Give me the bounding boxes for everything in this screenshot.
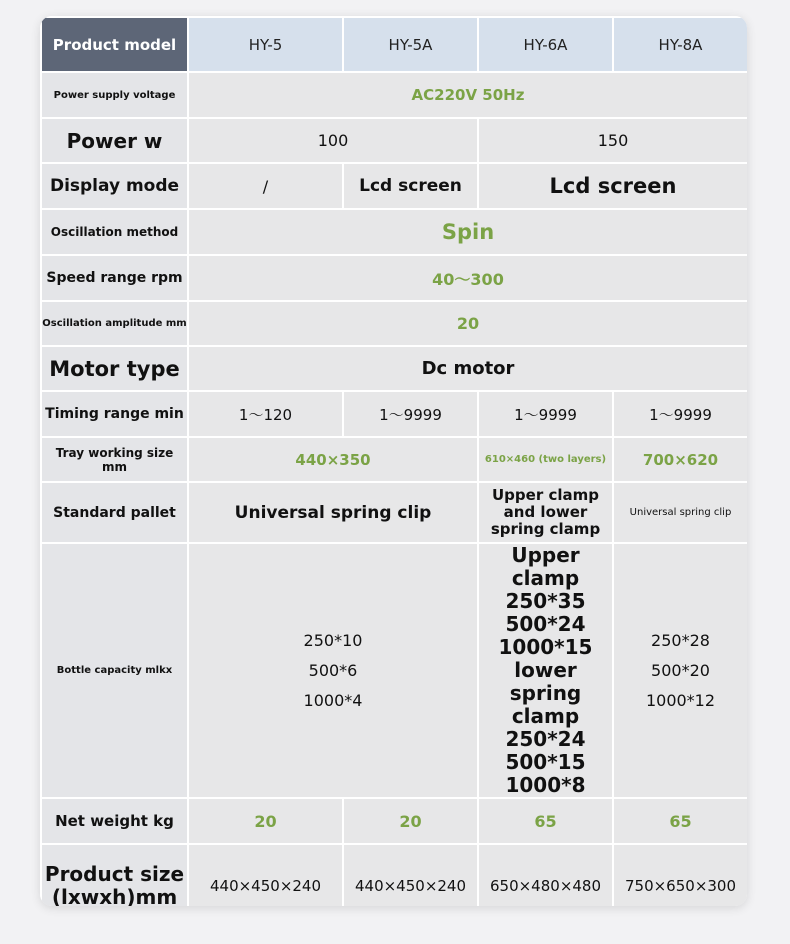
power-row xyxy=(41,118,747,163)
tray-value-hy6a: 610×460 (two layers) xyxy=(478,437,613,482)
power-value-hy6a-hy8a: 150 xyxy=(478,118,747,163)
speed-value: 40～300 xyxy=(188,255,747,301)
timing-row xyxy=(41,391,747,437)
display-value-hy5: / xyxy=(188,163,343,209)
voltage-value: AC220V 50Hz xyxy=(188,72,747,118)
tray-value-hy8a: 700×620 xyxy=(613,437,747,482)
oscillation-value: Spin xyxy=(188,209,747,255)
tray-row xyxy=(41,437,747,482)
pallet-label: Standard pallet xyxy=(41,482,188,543)
display-value-hy5a: Lcd screen xyxy=(343,163,478,209)
tray-label: Tray working size mm xyxy=(41,437,188,482)
amplitude-row xyxy=(41,301,747,346)
timing-value-hy5a: 1～9999 xyxy=(343,391,478,437)
timing-value-hy5: 1～120 xyxy=(188,391,343,437)
voltage-label: Power supply voltage xyxy=(41,72,188,118)
capacity-value-hy6a: Upper clamp 250*35 500*24 1000*15 lower spring clamp 250*24 500*15 1000*8 xyxy=(478,543,613,798)
display-row xyxy=(41,163,747,209)
timing-value-hy6a: 1～9999 xyxy=(478,391,613,437)
weight-label: Net weight kg xyxy=(41,798,188,844)
capacity-item: 1000*4 xyxy=(303,690,363,710)
model-hy5a: HY-5A xyxy=(343,17,478,72)
capacity-item: 250*10 xyxy=(303,630,363,650)
pallet-value-hy6a: Upper clamp and lower spring clamp xyxy=(478,482,613,543)
spec-table xyxy=(40,16,747,906)
size-row xyxy=(41,844,747,906)
capacity-value-hy5-hy5a xyxy=(188,543,478,798)
header-label: Product model xyxy=(41,17,188,72)
speed-row xyxy=(41,255,747,301)
power-value-hy5-hy5a: 100 xyxy=(188,118,478,163)
motor-value: Dc motor xyxy=(188,346,747,391)
speed-label: Speed range rpm xyxy=(41,255,188,301)
spec-table-card xyxy=(40,16,747,906)
model-hy8a: HY-8A xyxy=(613,17,747,72)
capacity-item: 250*28 xyxy=(651,630,710,650)
weight-value-hy5a: 20 xyxy=(343,798,478,844)
weight-row xyxy=(41,798,747,844)
timing-label: Timing range min xyxy=(41,391,188,437)
display-label: Display mode xyxy=(41,163,188,209)
timing-value-hy8a: 1～9999 xyxy=(613,391,747,437)
header-row xyxy=(41,17,747,72)
tray-value-hy5-hy5a: 440×350 xyxy=(188,437,478,482)
size-value-hy6a: 650×480×480 xyxy=(478,844,613,906)
motor-row xyxy=(41,346,747,391)
display-value-hy6a-hy8a: Lcd screen xyxy=(478,163,747,209)
oscillation-label: Oscillation method xyxy=(41,209,188,255)
capacity-item: 500*20 xyxy=(651,660,710,680)
size-value-hy5a: 440×450×240 xyxy=(343,844,478,906)
size-value-hy8a: 750×650×300 xyxy=(613,844,747,906)
capacity-value-hy8a xyxy=(613,543,747,798)
capacity-label: Bottle capacity mlkx xyxy=(41,543,188,798)
motor-label: Motor type xyxy=(41,346,188,391)
amplitude-label: Oscillation amplitude mm xyxy=(41,301,188,346)
power-label: Power w xyxy=(41,118,188,163)
capacity-item: 1000*12 xyxy=(645,690,716,710)
weight-value-hy8a: 65 xyxy=(613,798,747,844)
capacity-row xyxy=(41,543,747,798)
voltage-row xyxy=(41,72,747,118)
model-hy6a: HY-6A xyxy=(478,17,613,72)
pallet-row xyxy=(41,482,747,543)
model-hy5: HY-5 xyxy=(188,17,343,72)
size-value-hy5: 440×450×240 xyxy=(188,844,343,906)
pallet-value-hy8a: Universal spring clip xyxy=(613,482,747,543)
amplitude-value: 20 xyxy=(188,301,747,346)
pallet-value-hy5-hy5a: Universal spring clip xyxy=(188,482,478,543)
weight-value-hy5: 20 xyxy=(188,798,343,844)
capacity-item: 500*6 xyxy=(308,660,358,680)
weight-value-hy6a: 65 xyxy=(478,798,613,844)
size-label: Product size (lxwxh)mm xyxy=(41,844,188,906)
oscillation-row xyxy=(41,209,747,255)
